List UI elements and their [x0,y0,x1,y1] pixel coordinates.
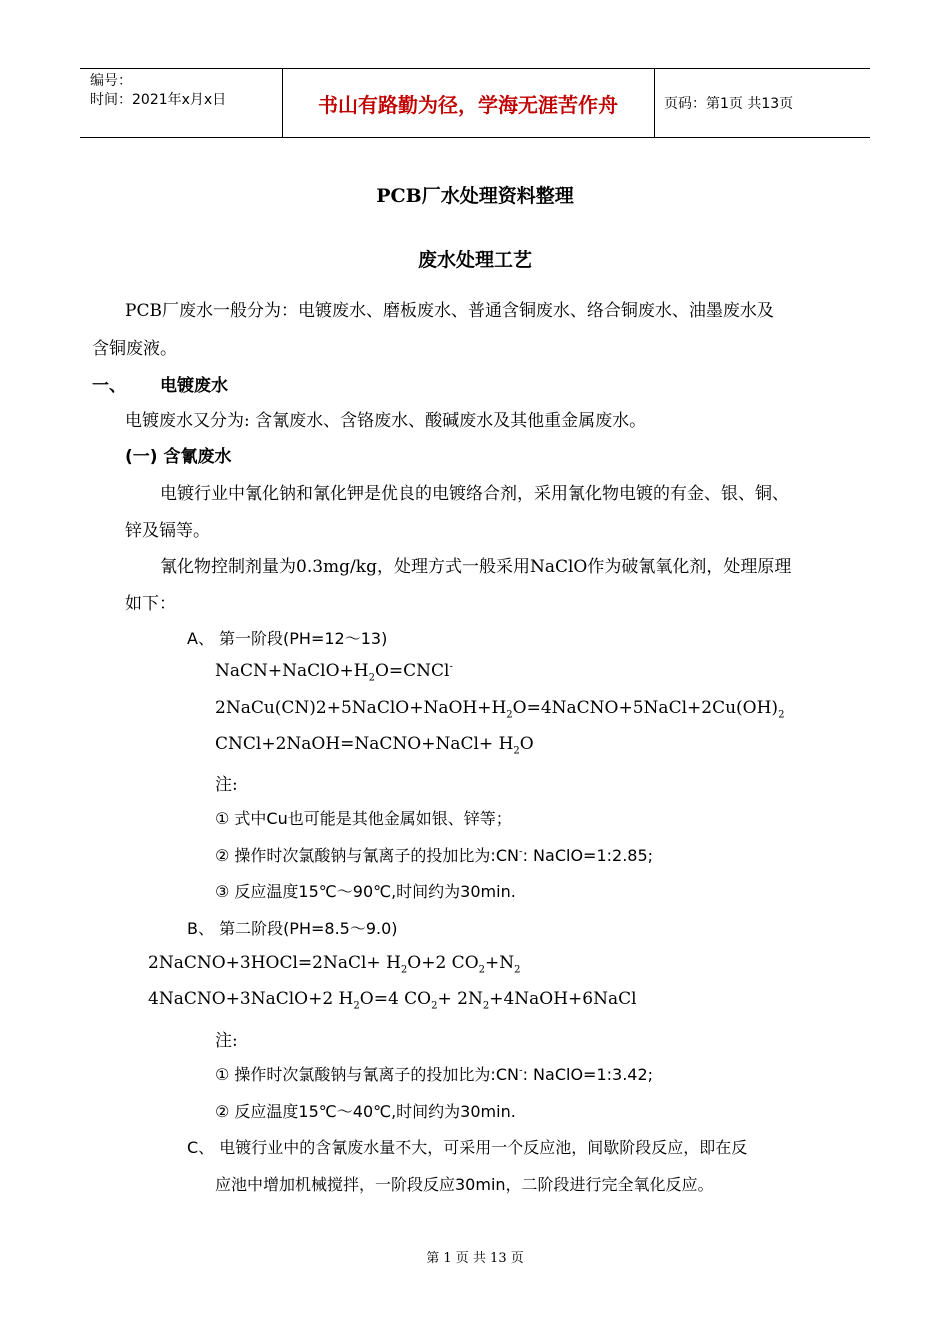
note-a2: ② 操作时次氯酸钠与氰离子的投加比为:CN-: NaClO=1:2.85; [215,846,654,865]
page-footer: 第 1 页 共 13 页 [426,1251,524,1266]
note-label: 注: [215,1031,238,1051]
intro-line-2: 含铜废液。 [92,339,177,359]
section-1-number: 一、 [92,376,126,396]
stage-a-title: A、 第一阶段(PH=12～13) [187,629,388,648]
subsection-1-title: (一) 含氰废水 [125,447,232,467]
stage-c-line-1: C、 电镀行业中的含氰废水量不大，可采用一个反应池，间歇阶段反应，即在反 [187,1138,748,1157]
paragraph-1-line-2: 锌及镉等。 [125,521,210,541]
header-info [90,72,226,110]
header-divider [654,69,655,137]
note-a3: ③ 反应温度15℃～90℃,时间约为30min. [215,882,516,901]
equation-a1: $NaCN+NaClO+H_2O=CNCl^-$ [215,661,453,684]
number-label: 编号： [90,73,132,89]
note-b1: ① 操作时次氯酸钠与氰离子的投加比为:CN-: NaClO=1:3.42; [215,1065,654,1084]
paragraph-2-line-1: 氰化物控制剂量为0.3mg/kg，处理方式一般采用NaClO作为破氰氧化剂，处理原理 [160,557,792,577]
intro-line-1: PCB厂废水一般分为：电镀废水、磨板废水、普通含铜废水、络合铜废水、油墨废水及 [125,301,774,321]
document-subtitle: 废水处理工艺 [417,249,532,271]
header-motto: 书山有路勤为径，学海无涯苦作舟 [318,92,618,117]
stage-b-title: B、 第二阶段(PH=8.5～9.0) [187,919,398,938]
note-a1: ① 式中Cu也可能是其他金属如银、锌等； [215,809,512,828]
paragraph-1-line-1: 电镀行业中氰化钠和氰化钾是优良的电镀络合剂，采用氰化物电镀的有金、银、铜、 [160,484,789,504]
note-b2: ② 反应温度15℃～40℃,时间约为30min. [215,1102,516,1121]
section-1-title: 电镀废水 [160,376,228,396]
time-label: 时间：2021年x月x日 [90,92,227,108]
header-table [80,68,870,138]
document-title: PCB厂水处理资料整理 [376,185,574,207]
equation-a2: $2NaCu(CN)2+5NaClO+NaOH+H_2O=4NaCNO+5NaCl+2Cu(OH)_2$ [215,698,785,721]
section-1-description: 电镀废水又分为: 含氰废水、含铬废水、酸碱废水及其他重金属废水。 [125,411,647,431]
equation-b1: 2NaCNO+3HOCl=2NaCl+ $H_2O+2$ $CO_2+N_2$ [148,953,521,976]
equation-a3: CNCl+2NaOH=NaCNO+NaCl+ $H_2O$ [215,734,534,757]
note-label: 注: [215,775,238,795]
paragraph-2-line-2: 如下： [125,594,176,614]
equation-b2: 4NaCNO+3NaClO+2 $H_2O=4$ $CO_2+$ $2N_2+4NaOH+6NaCl$ [148,989,637,1012]
header-page-label: 页码：第1页 共13页 [664,96,794,112]
stage-c-line-2: 应池中增加机械搅拌，一阶段反应30min，二阶段进行完全氧化反应。 [215,1175,714,1194]
